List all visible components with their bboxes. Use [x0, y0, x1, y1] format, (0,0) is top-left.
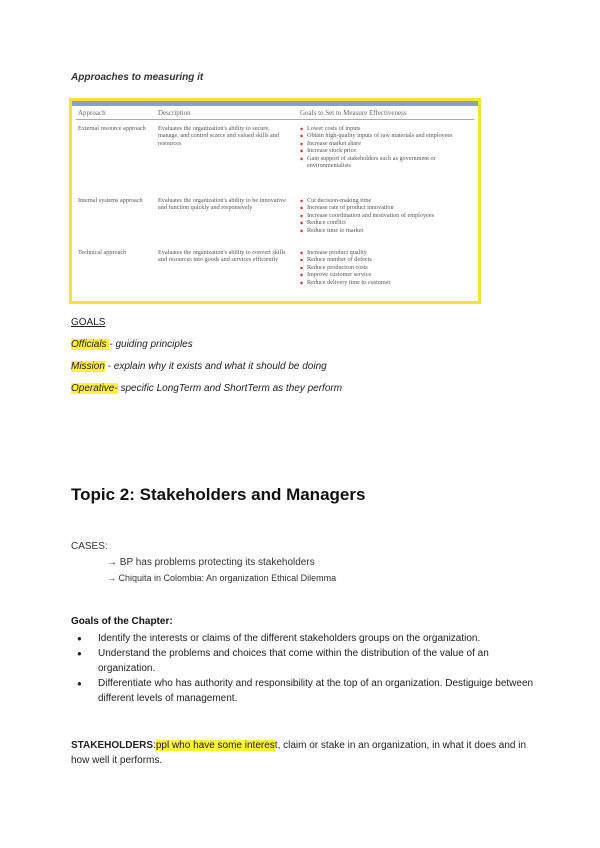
- table-row-2-description: Evaluates the organization's ability to be innovative and function quickly and responsively: [158, 197, 286, 212]
- table-top-bar: [72, 101, 478, 106]
- goal-item: ◆ Lower costs of inputs: [300, 125, 470, 132]
- goal-item: ◆ Obtain high-quality inputs of raw materials and employees: [300, 132, 470, 139]
- table-header-goals: Goals to Set to Measure Effectiveness: [300, 109, 407, 117]
- goal-mission-term: Mission: [71, 361, 105, 372]
- goal-item: ◆ Increase product quality: [300, 249, 470, 256]
- table-row-3-description: Evaluates the organization's ability to convert skills and resources into goods and services efficiently: [158, 249, 286, 264]
- table-header-rule: [76, 119, 474, 120]
- goal-operative-term: Operative-: [71, 383, 118, 394]
- goal-item: ◆ Increase coordination and motivation of employees: [300, 212, 470, 219]
- table-header-description: Description: [158, 109, 191, 117]
- list-item: ● Identify the interests or claims of the different stakeholders groups on the organization.: [71, 631, 541, 646]
- cases-label: CASES:: [71, 541, 108, 552]
- goal-item: ◆ Reduce production costs: [300, 264, 470, 271]
- list-item: ● Differentiate who has authority and responsibility at the top of an organization. Destiguige between different levels of management.: [71, 676, 541, 706]
- goal-officials-term: Officials: [71, 339, 110, 350]
- stakeholders-term: STAKEHOLDERS: [71, 740, 154, 751]
- table-row-2-goals: [300, 197, 470, 234]
- goal-item: ◆ Reduce time to market: [300, 227, 470, 234]
- table-header-approach: Approach: [78, 109, 106, 117]
- goal-item: ◆ Reduce delivery time to customer: [300, 279, 470, 286]
- case-item-chiquita: → Chiquita in Colombia: An organization Ethical Dilemma: [107, 573, 337, 583]
- goal-item: ◆ Reduce number of defects: [300, 256, 470, 263]
- effectiveness-table: [69, 98, 481, 304]
- stakeholders-definition: [71, 738, 531, 768]
- goal-officials: [71, 339, 193, 350]
- goal-item: ◆ Increase rate of product innovation: [300, 204, 470, 211]
- goal-item: ◆ Improve customer service: [300, 271, 470, 278]
- goal-mission: [71, 361, 327, 372]
- table-row-1-approach: External resource approach: [78, 125, 146, 132]
- goal-item: ◆ Increase market share: [300, 140, 470, 147]
- stakeholders-rest: t, claim or stake in an organization, in what it does and in how well it performs.: [71, 740, 527, 766]
- table-row-2-approach: Internal systems approach: [78, 197, 143, 204]
- goal-mission-text: - explain why it exists and what it should be doing: [104, 361, 327, 372]
- chapter-goals-title: Goals of the Chapter:: [71, 616, 173, 627]
- approaches-heading: Approaches to measuring it: [71, 72, 204, 83]
- chapter-goals-list: [71, 631, 541, 706]
- stakeholders-colon: :: [153, 740, 156, 751]
- case-item-bp: → BP has problems protecting its stakeholders: [107, 557, 315, 568]
- goal-item: ◆ Reduce conflict: [300, 219, 470, 226]
- goal-operative: [71, 383, 342, 394]
- goal-item: ◆ Cut decision-making time: [300, 197, 470, 204]
- goals-title: GOALS: [71, 317, 106, 328]
- stakeholders-highlight: ppl who have some interes: [155, 740, 275, 751]
- goal-item: ◆ Gain support of stakeholders such as government or environmentalists: [300, 155, 470, 170]
- table-row-1-goals: [300, 125, 470, 169]
- list-item: ● Understand the problems and choices that come within the distribution of the value of an organization.: [71, 646, 541, 676]
- topic-title: Topic 2: Stakeholders and Managers: [71, 485, 366, 504]
- goal-item: ◆ Increase stock price: [300, 147, 470, 154]
- table-row-3-approach: Technical approach: [78, 249, 127, 256]
- table-row-3-goals: [300, 249, 470, 286]
- table-row-1-description: Evaluates the organization's ability to secure, manage, and control scarce and valued skills and resources: [158, 125, 279, 147]
- goal-officials-text: - guiding principles: [109, 339, 193, 350]
- goal-operative-text: specific LongTerm and ShortTerm as they perform: [117, 383, 343, 394]
